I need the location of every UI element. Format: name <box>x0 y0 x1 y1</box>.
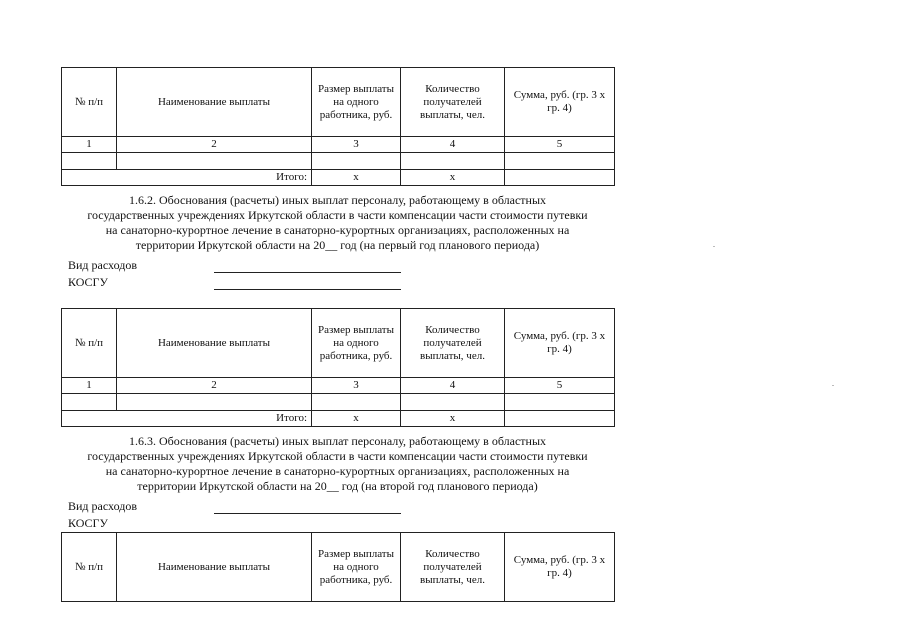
column-number-row <box>62 378 615 394</box>
table-cell <box>401 153 505 170</box>
heading-line: 1.6.3. Обоснования (расчеты) иных выплат персоналу, работающему в областных <box>128 434 547 448</box>
table-cell <box>505 153 615 170</box>
table-cell <box>62 394 117 411</box>
table-cell <box>117 153 312 170</box>
section-heading-1-6-3 <box>61 434 614 494</box>
column-number: 2 <box>117 137 312 153</box>
header-sum: Сумма, руб. (гр. 3 х гр. 4) <box>505 309 615 378</box>
total-cell: x <box>401 170 505 186</box>
header-recipients-count: Количество получателей выплаты, чел. <box>401 309 505 378</box>
table-cell <box>312 394 401 411</box>
header-recipients-count: Количество получателей выплаты, чел. <box>401 533 505 602</box>
expense-type-field[interactable] <box>214 513 401 514</box>
total-label: Итого: <box>62 411 312 427</box>
column-number: 3 <box>312 137 401 153</box>
heading-line: 1.6.2. Обоснования (расчеты) иных выплат персоналу, работающему в областных <box>128 193 547 207</box>
column-number: 4 <box>401 378 505 394</box>
total-cell <box>505 411 615 427</box>
heading-line: государственных учреждениях Иркутской области в части компенсации части стоимости путевки <box>87 208 588 222</box>
heading-line: на санаторно-курортное лечение в санаторно-курортных организациях, расположенных на <box>105 223 570 237</box>
column-number: 1 <box>62 378 117 394</box>
header-sum: Сумма, руб. (гр. 3 х гр. 4) <box>505 533 615 602</box>
header-payment-name: Наименование выплаты <box>117 309 312 378</box>
expense-type-label: Вид расходов <box>68 499 137 513</box>
header-number: № п/п <box>62 309 117 378</box>
table-header-row <box>62 309 615 378</box>
table-row <box>62 394 615 411</box>
table-header-row <box>62 68 615 137</box>
column-number: 3 <box>312 378 401 394</box>
header-payment-name: Наименование выплаты <box>117 68 312 137</box>
table-header-row <box>62 533 615 602</box>
column-number-row <box>62 137 615 153</box>
column-number: 4 <box>401 137 505 153</box>
header-recipients-count: Количество получателей выплаты, чел. <box>401 68 505 137</box>
table-row <box>62 153 615 170</box>
heading-line: на санаторно-курортное лечение в санаторно-курортных организациях, расположенных на <box>105 464 570 478</box>
kosgu-label: КОСГУ <box>68 516 108 530</box>
kosgu-label: КОСГУ <box>68 275 108 289</box>
header-payment-size: Размер выплаты на одного работника, руб. <box>312 68 401 137</box>
header-number: № п/п <box>62 68 117 137</box>
header-number: № п/п <box>62 533 117 602</box>
header-payment-size: Размер выплаты на одного работника, руб. <box>312 309 401 378</box>
total-cell: x <box>312 170 401 186</box>
table-cell <box>62 153 117 170</box>
total-cell: x <box>401 411 505 427</box>
total-cell: x <box>312 411 401 427</box>
column-number: 5 <box>505 137 615 153</box>
total-label: Итого: <box>62 170 312 186</box>
total-row <box>62 170 615 186</box>
header-payment-size: Размер выплаты на одного работника, руб. <box>312 533 401 602</box>
table-cell <box>505 394 615 411</box>
column-number: 1 <box>62 137 117 153</box>
table-cell <box>312 153 401 170</box>
table-cell <box>117 394 312 411</box>
expense-type-label: Вид расходов <box>68 258 137 272</box>
heading-line: территории Иркутской области на 20__ год (на первый год планового периода) <box>135 238 540 252</box>
kosgu-field[interactable] <box>214 289 401 290</box>
header-sum: Сумма, руб. (гр. 3 х гр. 4) <box>505 68 615 137</box>
heading-line: государственных учреждениях Иркутской области в части компенсации части стоимости путевки <box>87 449 588 463</box>
payments-table-2 <box>61 308 615 427</box>
heading-line: территории Иркутской области на 20__ год (на второй год планового периода) <box>137 479 538 493</box>
section-heading-1-6-2 <box>61 193 614 253</box>
scan-speck <box>713 246 715 247</box>
total-row <box>62 411 615 427</box>
scan-speck <box>832 385 834 386</box>
column-number: 2 <box>117 378 312 394</box>
header-payment-name: Наименование выплаты <box>117 533 312 602</box>
payments-table-3 <box>61 532 615 602</box>
table-cell <box>401 394 505 411</box>
column-number: 5 <box>505 378 615 394</box>
total-cell <box>505 170 615 186</box>
expense-type-field[interactable] <box>214 272 401 273</box>
payments-table-1 <box>61 67 615 186</box>
